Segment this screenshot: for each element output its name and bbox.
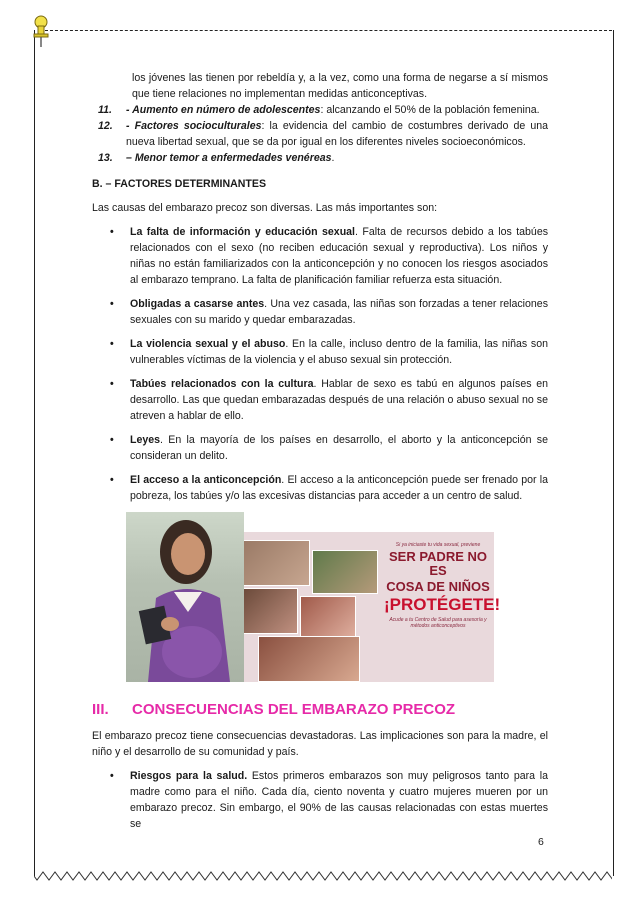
page-number: 6	[538, 836, 544, 848]
list-item	[92, 376, 548, 424]
campaign-poster	[238, 532, 501, 682]
bullet-title: El acceso a la anticoncepción	[130, 474, 282, 486]
poster-photo-tile	[300, 596, 356, 640]
poster-headline-3: ¡PROTÉGETE!	[384, 595, 501, 614]
item-title: - Factores socioculturales	[126, 120, 262, 132]
bullet-title: Tabúes relacionados con la cultura	[130, 378, 314, 390]
bullet-icon: •	[110, 298, 114, 310]
bullet-icon: •	[110, 770, 114, 782]
poster-photo-tile	[312, 550, 378, 594]
list-item	[92, 336, 548, 368]
poster-photo-tile	[242, 540, 310, 586]
list-item	[92, 768, 548, 832]
item-number: 12.	[98, 120, 113, 132]
poster-tagline: Si ya iniciaste tu vida sexual, previene	[395, 542, 481, 548]
bullet-title: Leyes	[130, 434, 161, 446]
consequences-list	[92, 768, 548, 832]
determinants-list	[92, 224, 548, 504]
list-item	[92, 296, 548, 328]
section-b-intro: Las causas del embarazo precoz son diversas. Las más importantes son:	[92, 202, 438, 214]
section-3-intro: El embarazo precoz tiene consecuencias devastadoras. Las implicaciones son para la madre, el niño y el desarrollo de su comunidad y país.	[92, 730, 548, 758]
item-text: .	[331, 152, 335, 164]
poster-footer: Acude a tu Centro de Salud para asesoría y métodos anticonceptivos	[389, 617, 487, 629]
item-text: : alcanzando el 50% de la población femenina.	[320, 104, 540, 116]
bullet-title: La violencia sexual y el abuso	[130, 338, 286, 350]
bullet-title: La falta de información y educación sexual	[130, 226, 356, 238]
section-number: III.	[92, 701, 109, 718]
bullet-text: . Una vez casada, las niñas son forzadas a tener relaciones sexuales con su marido y quedar embarazadas.	[130, 298, 548, 326]
item-title: - Aumento en número de adolescentes	[126, 104, 321, 116]
bullet-text: . Hablar de sexo es tabú en algunos países en desarrollo. Las que quedan embarazadas después de una relación o abuso sexual no se atreven a hablar de ello.	[130, 378, 549, 422]
bullet-icon: •	[110, 338, 114, 350]
bullet-text: . El acceso a la anticoncepción puede ser frenado por la pobreza, los tabúes y/o las excesivas distancias para acceder a un centro de salud.	[130, 474, 549, 502]
bottom-wavy-border	[34, 870, 612, 882]
section-title: CONSECUENCIAS DEL EMBARAZO PRECOZ	[132, 701, 456, 718]
campaign-illustration	[126, 512, 501, 682]
list-item	[92, 224, 548, 288]
poster-photo-tile	[258, 636, 360, 682]
item-number: 11.	[98, 104, 112, 116]
bullet-text: . En la mayoría de los países en desarrollo, el aborto y la anticoncepción se consideran un delito.	[130, 434, 548, 462]
item-number: 13.	[98, 152, 113, 164]
item-text: : la evidencia del cambio de costumbres derivado de una nueva libertad sexual, que se da por igual en los diferentes niveles socioeconómicos.	[126, 120, 549, 148]
list-item	[92, 102, 548, 118]
bullet-icon: •	[110, 226, 114, 238]
item-title: – Menor temor a enfermedades venéreas	[126, 152, 332, 164]
list-item	[92, 118, 548, 150]
page-content	[92, 70, 548, 832]
bullet-title: Riesgos para la salud.	[130, 770, 248, 782]
poster-headline-2: COSA DE NIÑOS	[386, 579, 490, 594]
poster-photo-tile	[242, 588, 298, 634]
section-3-heading	[92, 700, 548, 720]
bullet-icon: •	[110, 378, 114, 390]
section-b-heading: B. – FACTORES DETERMINANTES	[92, 178, 267, 190]
pushpin-icon	[30, 14, 52, 48]
bullet-text: . Falta de recursos debido a los tabúes relacionados con el sexo (no reciben educación sexual y reproductiva). Los niños y niñas no están familiarizados con la anticoncepción y no conocen los riesgos asociados al embarazo temprano. La falta de planificación familiar refuerza esta situación.	[130, 226, 549, 286]
bullet-text: Estos primeros embarazos son muy peligrosos tanto para la madre como para el niño. Cada día, ciento noventa y cuatro mujeres mueren por un embarazo precoz. Sin embargo, el 90% de las causas relacionadas con estas muertes se	[130, 770, 548, 830]
poster-headline-1: SER PADRE NO ES	[389, 549, 487, 578]
list-item	[92, 150, 548, 166]
bullet-icon: •	[110, 474, 114, 486]
bullet-text: . En la calle, incluso dentro de la familia, las niñas son vulnerables víctimas de la violencia y el abuso sexual sin protección.	[130, 338, 548, 366]
list-item	[92, 472, 548, 504]
bullet-icon: •	[110, 434, 114, 446]
pregnant-teen-photo	[126, 512, 244, 682]
bullet-title: Obligadas a casarse antes	[130, 298, 265, 310]
numbered-list	[92, 102, 548, 166]
continuation-text: los jóvenes las tienen por rebeldía y, a la vez, como una forma de negarse a sí mismos que tiene relaciones no implementan medidas anticonceptivas.	[132, 72, 548, 100]
poster-text-block	[384, 542, 501, 629]
list-item	[92, 432, 548, 464]
